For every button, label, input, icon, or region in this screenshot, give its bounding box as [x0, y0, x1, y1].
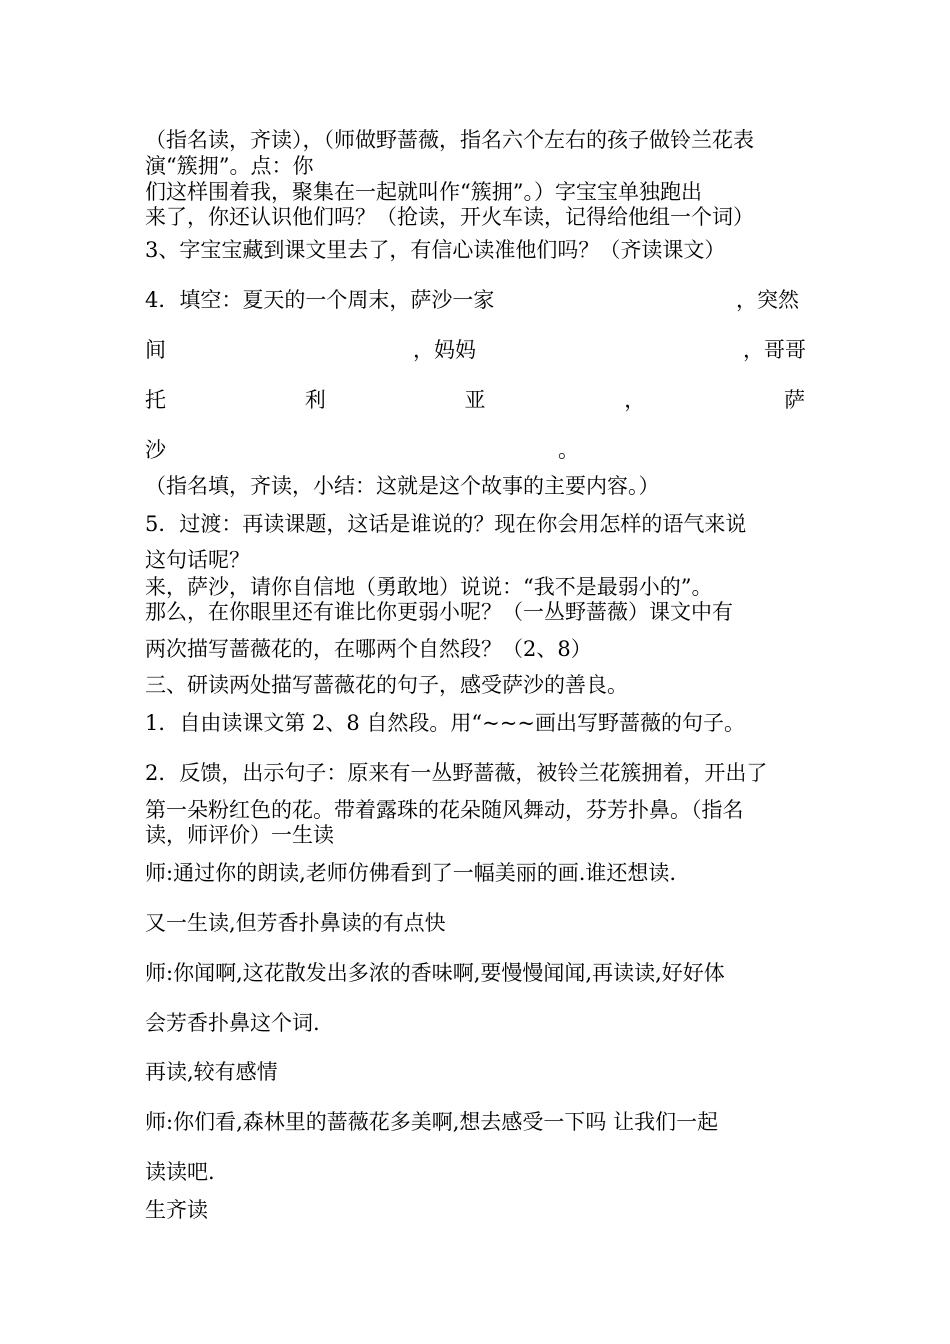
text-line: 1．自由读课文第 2、8 自然段。用“~~~画出写野蔷薇的句子。 — [145, 711, 745, 735]
text-line: 来，萨沙，请你自信地（勇敢地）说说：“我不是最弱小的”。 — [145, 575, 713, 599]
text-line: 师:你们看,森林里的蔷薇花多美啊,想去感受一下吗 让我们一起 — [145, 1110, 719, 1134]
text-line: 第一朵粉红色的花。带着露珠的花朵随风舞动，芬芳扑鼻。（指名 — [145, 798, 744, 822]
text-line: 再读,较有感情 — [145, 1060, 278, 1084]
text-line: 读读吧. — [145, 1160, 215, 1184]
text-line: （指名填，齐读，小结：这就是这个故事的主要内容。） — [145, 474, 660, 498]
fill-in-word: 托 — [145, 388, 166, 412]
section-heading: 三、研读两处描写蔷薇花的句子，感受萨沙的善良。 — [145, 673, 628, 697]
text-line: 5．过渡：再读课题，这话是谁说的？现在你会用怎样的语气来说 — [145, 512, 747, 536]
fill-in-line-1-start: 4．填空：夏天的一个周末，萨沙一家 — [145, 288, 495, 312]
fill-in-word: 利 — [304, 388, 326, 412]
fill-in-line-4-end: 。 — [558, 438, 579, 462]
fill-in-line-4-start: 沙 — [145, 438, 166, 462]
text-line: 这句话呢？ — [145, 548, 250, 572]
text-line: 会芳香扑鼻这个词. — [145, 1011, 320, 1035]
fill-in-line-2-end: ，哥哥 — [743, 338, 806, 362]
text-line: 读，师评价）一生读 — [145, 823, 334, 847]
text-line: 3、字宝宝藏到课文里去了，有信心读准他们吗？（齐读课文） — [145, 238, 726, 262]
text-line: 那么，在你眼里还有谁比你更弱小呢？（一丛野蔷薇）课文中有 — [145, 600, 733, 624]
fill-in-word: ， — [624, 388, 646, 412]
text-line: 2．反馈，出示句子：原来有一丛野蔷薇，被铃兰花簇拥着，开出了 — [145, 761, 768, 785]
fill-in-word: 萨 — [784, 388, 805, 412]
text-line: 演“簇拥”。点：你 — [145, 154, 314, 178]
fill-in-line-3 — [145, 387, 805, 413]
text-line: 师:你闻啊,这花散发出多浓的香味啊,要慢慢闻闻,再读读,好好体 — [145, 961, 725, 985]
text-line: 又一生读,但芳香扑鼻读的有点快 — [145, 911, 446, 935]
fill-in-line-1-end: ，突然 — [736, 288, 799, 312]
fill-in-line-2-start: 间 — [145, 338, 166, 362]
text-line: 两次描写蔷薇花的，在哪两个自然段？（2、8） — [145, 637, 592, 661]
text-line: （指名读，齐读），（师做野蔷薇，指名六个左右的孩子做铃兰花表 — [145, 128, 754, 152]
text-line: 生齐读 — [145, 1198, 208, 1222]
fill-in-word: 亚 — [464, 388, 486, 412]
text-line: 师:通过你的朗读,老师仿佛看到了一幅美丽的画.谁还想读. — [145, 861, 677, 885]
text-line: 来了，你还认识他们吗？（抢读，开火车读，记得给他组一个词） — [145, 205, 754, 229]
fill-in-line-2-mid: ，妈妈 — [413, 338, 476, 362]
text-line: 们这样围着我，聚集在一起就叫作“簇拥”。）字宝宝单独跑出 — [145, 180, 702, 204]
